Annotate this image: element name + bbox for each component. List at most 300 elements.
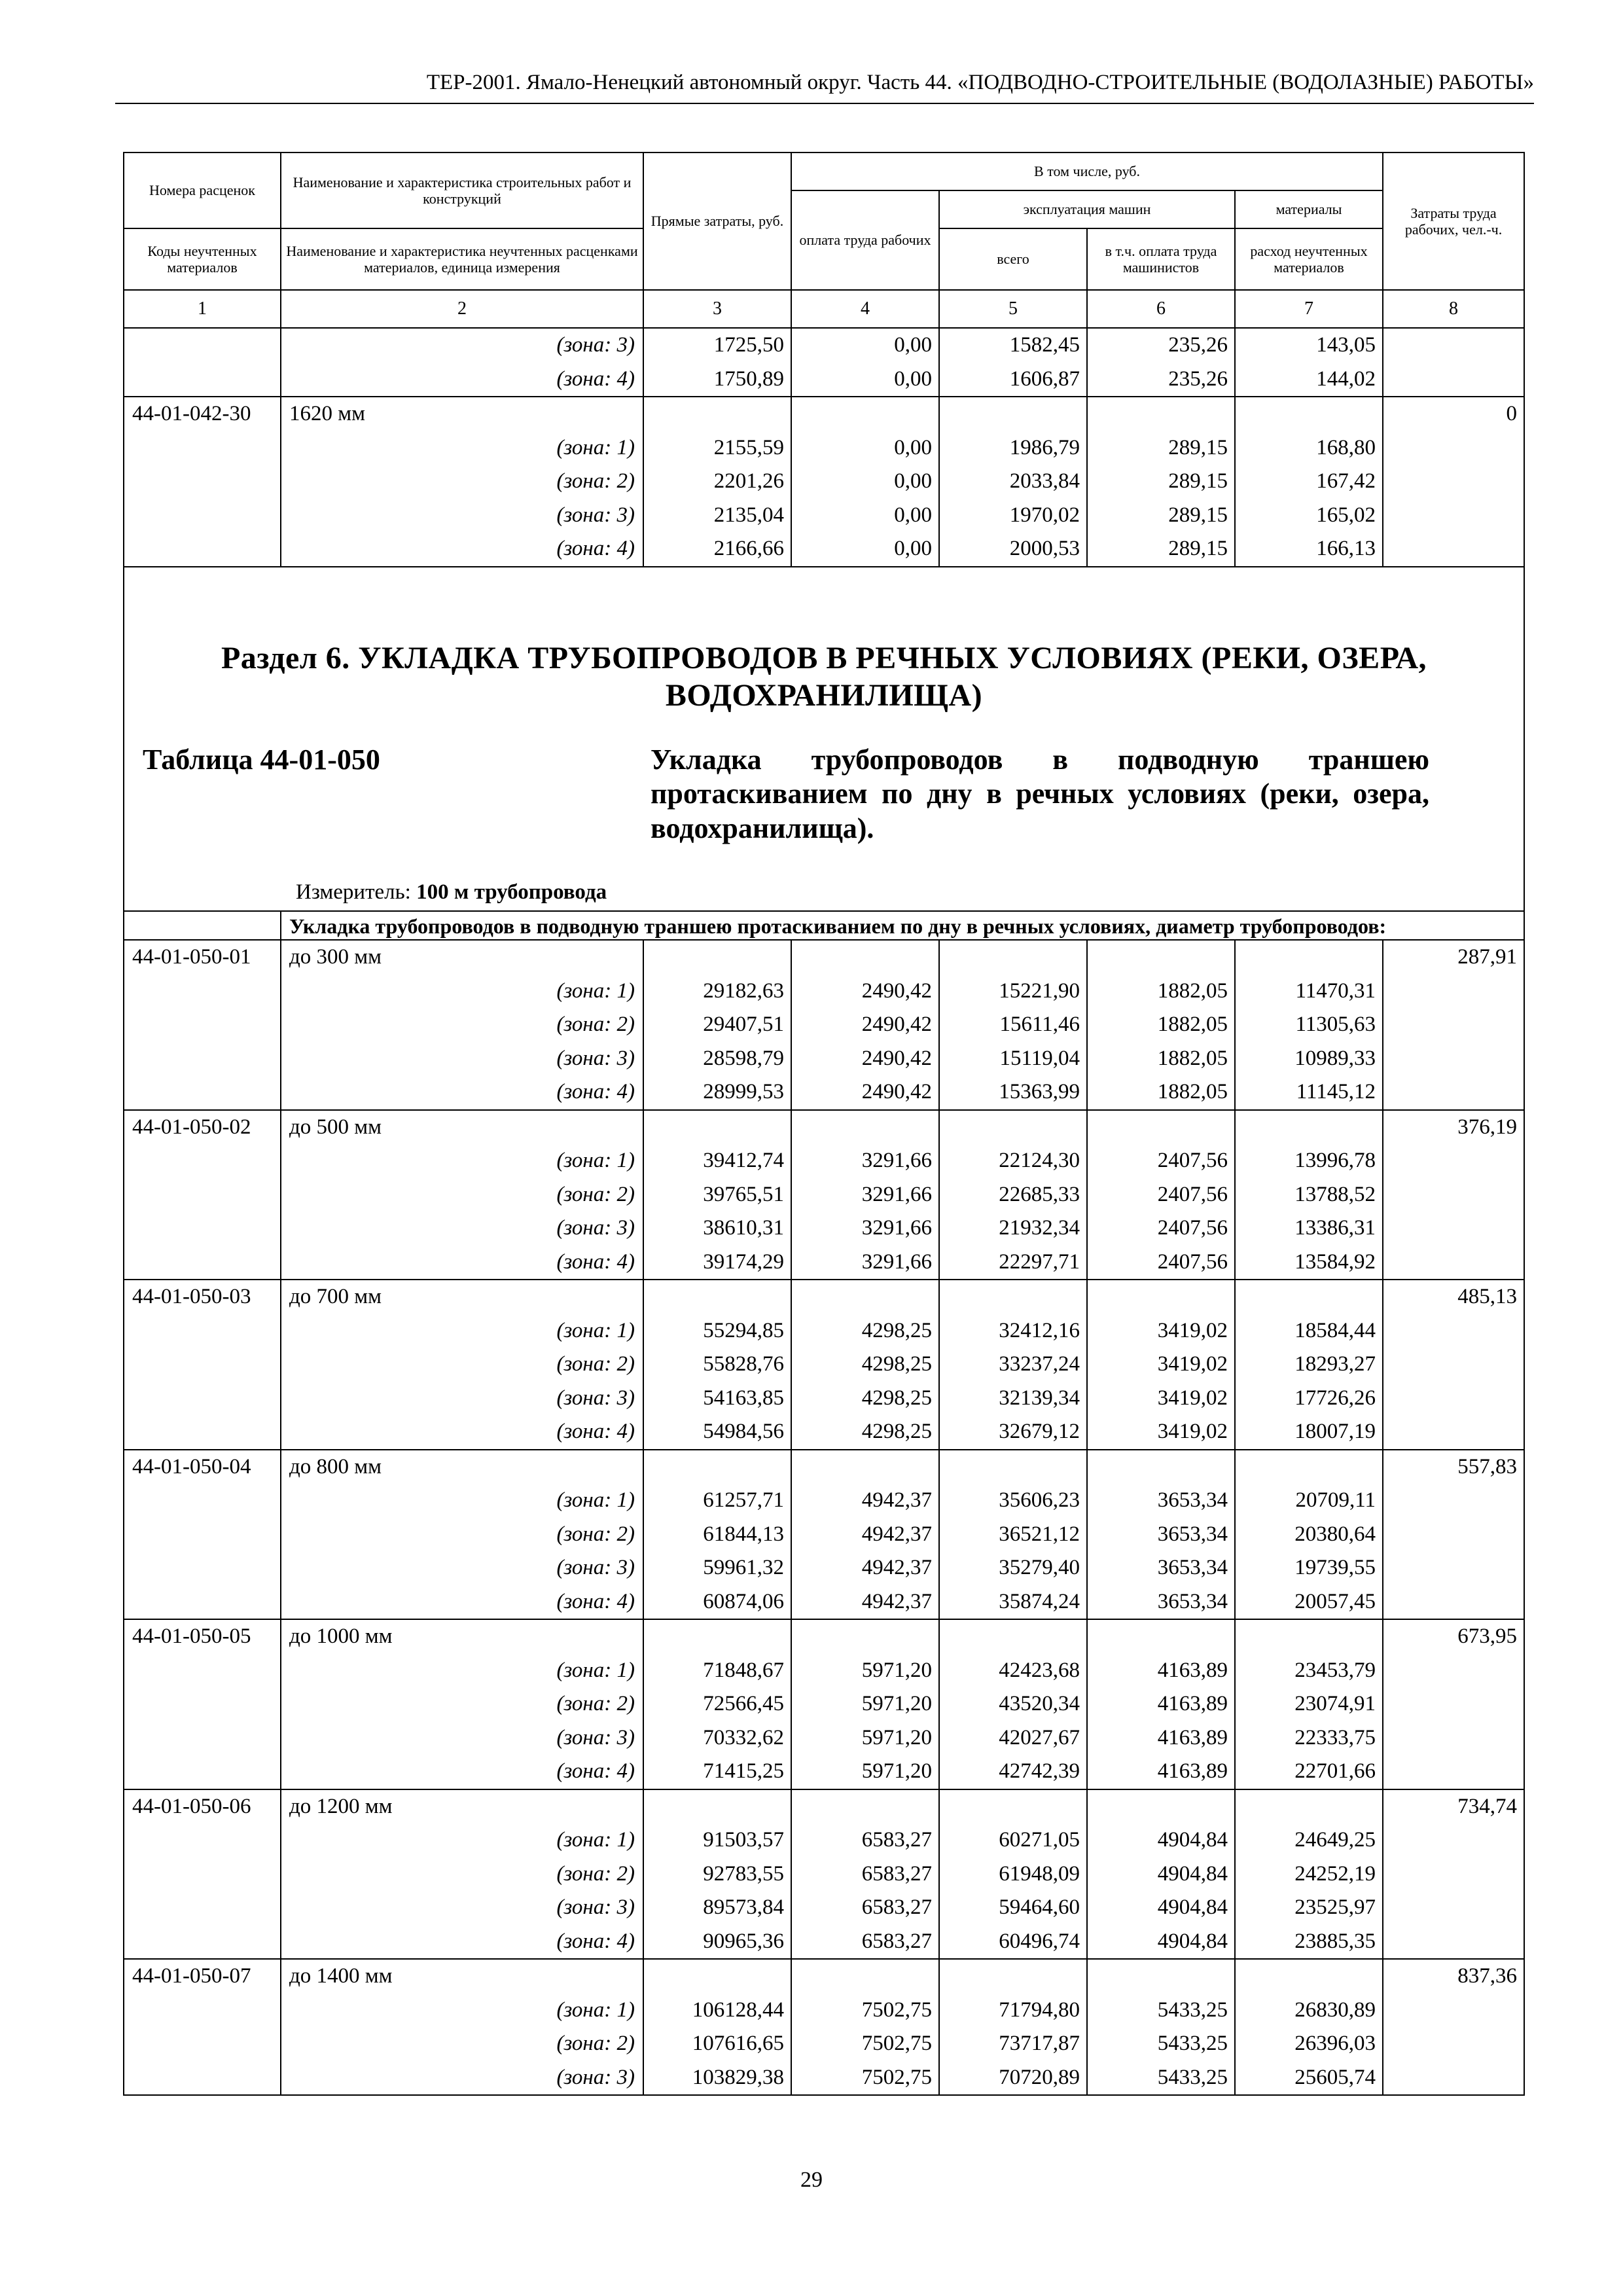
col-header-work-name: Наименование и характеристика строительных работ и конструкций	[281, 152, 643, 228]
machines-value: 32679,12	[999, 1420, 1080, 1444]
materials-value: 26396,03	[1294, 2032, 1376, 2056]
worker-pay-cell	[791, 397, 939, 567]
direct-value: 2135,04	[713, 503, 784, 527]
rate-name-cell	[281, 1619, 643, 1789]
materials-value: 24252,19	[1294, 1861, 1376, 1886]
machinist-pay-value: 4163,89	[1157, 1759, 1228, 1784]
col-header-rate-number: Номера расценок	[124, 152, 281, 228]
column-number: 3	[643, 290, 791, 328]
worker-pay-value: 4942,37	[861, 1556, 932, 1580]
rate-code: 44-01-050-05	[132, 1624, 251, 1649]
worker-pay-cell	[791, 1280, 939, 1450]
machines-value: 2033,84	[1009, 469, 1080, 493]
machines-value: 22685,33	[999, 1182, 1080, 1206]
direct-value: 28999,53	[703, 1080, 784, 1104]
machines-total-cell	[939, 1959, 1087, 2095]
direct-value: 55294,85	[703, 1318, 784, 1342]
rates-table	[123, 152, 1525, 2096]
direct-value: 106128,44	[692, 1998, 784, 2022]
spacer	[644, 1450, 791, 1484]
machines-value: 71794,80	[999, 1998, 1080, 2022]
worker-pay-cell	[791, 1789, 939, 1960]
direct-value: 1725,50	[713, 333, 784, 357]
machinist-pay-value: 3653,34	[1157, 1556, 1228, 1580]
materials-value: 11305,63	[1295, 1013, 1376, 1037]
direct-value: 54163,85	[703, 1386, 784, 1410]
rate-code-cell	[124, 1959, 281, 2095]
zone-label: (зона: 2)	[556, 1522, 635, 1546]
column-number: 4	[791, 290, 939, 328]
column-number: 5	[939, 290, 1087, 328]
direct-costs-cell	[643, 1280, 791, 1450]
col-header-direct-costs: Прямые затраты, руб.	[643, 152, 791, 290]
rate-code-cell	[124, 1110, 281, 1280]
materials-cell	[1235, 1619, 1383, 1789]
spacer	[1088, 1450, 1234, 1484]
zone-label: (зона: 2)	[556, 1352, 635, 1376]
spacer	[1236, 941, 1382, 975]
direct-value: 39412,74	[703, 1149, 784, 1173]
rate-code: 44-01-050-02	[132, 1115, 251, 1139]
rate-block	[124, 1959, 1524, 2095]
machinist-pay-value: 3653,34	[1157, 1488, 1228, 1513]
direct-value: 71848,67	[703, 1658, 784, 1682]
rate-code-cell	[124, 1789, 281, 1960]
rate-name-block	[281, 941, 643, 975]
spacer	[792, 1111, 938, 1145]
materials-value: 25605,74	[1294, 2065, 1376, 2089]
direct-value: 1750,89	[713, 367, 784, 391]
machinist-pay-value: 235,26	[1168, 367, 1228, 391]
rate-code-cell	[124, 328, 281, 397]
direct-value: 59961,32	[703, 1556, 784, 1580]
machinist-pay-value: 5433,25	[1157, 1998, 1228, 2022]
direct-value: 28598,79	[703, 1046, 784, 1070]
col-header-material-codes: Коды неучтенных материалов	[124, 228, 281, 290]
table-description: Укладка трубопроводов в подводную траншею протаскиванием по дну в речных условиях (реки, озера, водохранилища).	[651, 743, 1429, 845]
rate-name-block	[281, 1620, 643, 1654]
measure-line	[296, 880, 607, 905]
machines-value: 73717,87	[999, 2032, 1080, 2056]
labor-value: 376,19	[1457, 1115, 1518, 1139]
rate-code-cell	[124, 1450, 281, 1620]
zone-label: (зона: 3)	[556, 1046, 635, 1070]
rate-name: до 1400 мм	[289, 1964, 393, 1988]
machines-value: 33237,24	[999, 1352, 1080, 1376]
rate-code-cell	[124, 1280, 281, 1450]
zone-label: (зона: 1)	[556, 1658, 635, 1682]
rate-name: до 800 мм	[289, 1454, 382, 1479]
worker-pay-value: 5971,20	[861, 1759, 932, 1784]
spacer	[1236, 1450, 1382, 1484]
labor-costs-cell	[1383, 1280, 1524, 1450]
zone-label: (зона: 3)	[556, 1556, 635, 1580]
machines-value: 1606,87	[1009, 367, 1080, 391]
spacer	[940, 1960, 1086, 1994]
machines-total-cell	[939, 1280, 1087, 1450]
materials-value: 167,42	[1316, 469, 1376, 493]
direct-value: 61844,13	[703, 1522, 784, 1546]
materials-cell	[1235, 1959, 1383, 2095]
materials-value: 20380,64	[1294, 1522, 1376, 1546]
labor-value: 734,74	[1457, 1794, 1518, 1818]
machines-value: 35606,23	[999, 1488, 1080, 1513]
column-number: 7	[1235, 290, 1383, 328]
rate-name-cell	[281, 397, 643, 567]
worker-pay-value: 7502,75	[861, 2032, 932, 2056]
group-title-row	[124, 911, 1524, 941]
worker-pay-value: 4942,37	[861, 1589, 932, 1613]
worker-pay-value: 5971,20	[861, 1725, 932, 1749]
labor-costs-cell	[1383, 328, 1524, 397]
machines-value: 2000,53	[1009, 537, 1080, 560]
worker-pay-value: 4298,25	[861, 1386, 932, 1410]
worker-pay-value: 4942,37	[861, 1522, 932, 1546]
direct-value: 60874,06	[703, 1589, 784, 1613]
worker-pay-value: 3291,66	[861, 1182, 932, 1206]
machinist-pay-cell	[1087, 940, 1235, 1110]
spacer	[644, 1111, 791, 1145]
labor-costs-cell	[1383, 1789, 1524, 1960]
materials-cell	[1235, 940, 1383, 1110]
rate-name-cell	[281, 328, 643, 397]
zone-label: (зона: 2)	[556, 2032, 635, 2056]
worker-pay-value: 3291,66	[861, 1249, 932, 1274]
zone-label: (зона: 3)	[556, 1725, 635, 1749]
machines-value: 15363,99	[999, 1080, 1080, 1104]
materials-value: 22701,66	[1294, 1759, 1376, 1784]
materials-value: 168,80	[1316, 435, 1376, 459]
rate-block	[124, 328, 1524, 397]
zone-label: (зона: 3)	[556, 1386, 635, 1410]
rate-name: до 1200 мм	[289, 1794, 393, 1818]
zone-label: (зона: 2)	[556, 1861, 635, 1886]
materials-value: 26830,89	[1294, 1998, 1376, 2022]
spacer	[1088, 1111, 1234, 1145]
direct-value: 107616,65	[692, 2032, 784, 2056]
direct-value: 2201,26	[713, 469, 784, 493]
spacer	[792, 1280, 938, 1314]
worker-pay-value: 3291,66	[861, 1149, 932, 1173]
zone-label: (зона: 1)	[556, 1318, 635, 1342]
materials-value: 143,05	[1316, 333, 1376, 357]
materials-value: 18007,19	[1294, 1420, 1376, 1444]
machines-value: 36521,12	[999, 1522, 1080, 1546]
labor-value: 0	[1506, 402, 1518, 425]
labor-costs-cell	[1383, 1959, 1524, 2095]
machinist-pay-value: 1882,05	[1157, 978, 1228, 1003]
machines-value: 1582,45	[1009, 333, 1080, 357]
rate-code: 44-01-050-07	[132, 1964, 251, 1988]
rate-code: 44-01-050-06	[132, 1794, 251, 1818]
col-header-material-name: Наименование и характеристика неучтенных расценками материалов, единица измерения	[281, 228, 643, 290]
direct-costs-cell	[643, 1450, 791, 1620]
machinist-pay-value: 1882,05	[1157, 1080, 1228, 1104]
zone-label: (зона: 2)	[556, 1013, 635, 1037]
spacer	[644, 1620, 791, 1654]
col-header-including: В том числе, руб.	[791, 152, 1383, 190]
rate-name-block	[281, 1450, 643, 1484]
machinist-pay-value: 4904,84	[1157, 1828, 1228, 1852]
rate-name-cell	[281, 1280, 643, 1450]
labor-costs-cell	[1383, 940, 1524, 1110]
rate-name-block	[281, 1960, 643, 1994]
spacer	[940, 1620, 1086, 1654]
rate-code-cell	[124, 397, 281, 567]
rate-block	[124, 1450, 1524, 1620]
direct-costs-cell	[643, 1959, 791, 2095]
rate-block	[124, 397, 1524, 567]
direct-value: 103829,38	[692, 2065, 784, 2089]
direct-costs-cell	[643, 397, 791, 567]
materials-value: 23525,97	[1294, 1895, 1376, 1920]
col-header-worker-pay: оплата труда рабочих	[791, 190, 939, 290]
group-title-cell	[281, 911, 1524, 941]
machines-value: 35279,40	[999, 1556, 1080, 1580]
spacer	[792, 1620, 938, 1654]
machinist-pay-cell	[1087, 1789, 1235, 1960]
machines-total-cell	[939, 328, 1087, 397]
rate-name-cell	[281, 1959, 643, 2095]
worker-pay-value: 0,00	[894, 503, 932, 527]
materials-value: 22333,75	[1294, 1725, 1376, 1749]
rate-name-cell	[281, 940, 643, 1110]
machinist-pay-value: 3653,34	[1157, 1589, 1228, 1613]
materials-value: 18293,27	[1294, 1352, 1376, 1376]
rates-table-wrapper	[123, 152, 1524, 2096]
worker-pay-value: 7502,75	[861, 2065, 932, 2089]
column-number: 8	[1383, 290, 1524, 328]
materials-value: 13386,31	[1294, 1216, 1376, 1240]
materials-value: 17726,26	[1294, 1386, 1376, 1410]
rate-name-block	[281, 1111, 643, 1145]
spacer	[1236, 1280, 1382, 1314]
direct-value: 2155,59	[713, 435, 784, 459]
direct-value: 89573,84	[703, 1895, 784, 1920]
rate-name-cell	[281, 1450, 643, 1620]
materials-value: 165,02	[1316, 503, 1376, 527]
worker-pay-value: 6583,27	[861, 1929, 932, 1953]
spacer	[1088, 1960, 1234, 1994]
machinist-pay-value: 3419,02	[1157, 1386, 1228, 1410]
machines-value: 35874,24	[999, 1589, 1080, 1613]
materials-value: 20709,11	[1295, 1488, 1376, 1513]
rate-code: 44-01-050-03	[132, 1285, 251, 1309]
materials-cell	[1235, 1450, 1383, 1620]
spacer	[792, 1450, 938, 1484]
zone-label: (зона: 3)	[556, 333, 635, 357]
machinist-pay-cell	[1087, 328, 1235, 397]
direct-value: 39765,51	[703, 1182, 784, 1206]
col-header-labor-costs: Затраты труда рабочих, чел.-ч.	[1383, 152, 1524, 290]
zone-label: (зона: 1)	[556, 1488, 635, 1513]
labor-costs-cell	[1383, 397, 1524, 567]
materials-cell	[1235, 1110, 1383, 1280]
rate-code-cell	[124, 1619, 281, 1789]
section-title: Раздел 6. УКЛАДКА ТРУБОПРОВОДОВ В РЕЧНЫХ УСЛОВИЯХ (РЕКИ, ОЗЕРА, ВОДОХРАНИЛИЩА)	[221, 640, 1427, 713]
worker-pay-cell	[791, 1450, 939, 1620]
zone-label: (зона: 3)	[556, 2065, 635, 2089]
rate-name-cell	[281, 1789, 643, 1960]
direct-costs-cell	[643, 328, 791, 397]
spacer	[792, 397, 938, 431]
materials-cell	[1235, 328, 1383, 397]
machines-value: 1986,79	[1009, 435, 1080, 459]
worker-pay-value: 4298,25	[861, 1420, 932, 1444]
zone-label: (зона: 2)	[556, 1182, 635, 1206]
spacer	[940, 1280, 1086, 1314]
rate-name-block	[281, 1280, 643, 1314]
section-cell	[124, 567, 1524, 911]
labor-costs-cell	[1383, 1619, 1524, 1789]
materials-value: 10989,33	[1294, 1046, 1376, 1070]
materials-value: 23885,35	[1294, 1929, 1376, 1953]
spacer	[1236, 1111, 1382, 1145]
running-header: ТЕР-2001. Ямало-Ненецкий автономный округ. Часть 44. «ПОДВОДНО-СТРОИТЕЛЬНЫЕ (ВОДОЛАЗНЫЕ) РАБОТЫ»	[115, 71, 1534, 104]
materials-value: 11145,12	[1296, 1080, 1376, 1104]
machines-value: 42423,68	[999, 1658, 1080, 1682]
col-header-machinist-pay: в т.ч. оплата труда машинистов	[1087, 228, 1235, 290]
labor-value: 287,91	[1457, 945, 1518, 969]
worker-pay-value: 5971,20	[861, 1658, 932, 1682]
direct-value: 91503,57	[703, 1828, 784, 1852]
direct-value: 61257,71	[703, 1488, 784, 1513]
materials-value: 13996,78	[1294, 1149, 1376, 1173]
zone-label: (зона: 4)	[556, 1589, 635, 1613]
direct-value: 2166,66	[713, 537, 784, 560]
spacer	[644, 1960, 791, 1994]
zone-label: (зона: 3)	[556, 1216, 635, 1240]
machinist-pay-value: 3419,02	[1157, 1420, 1228, 1444]
machinist-pay-value: 3653,34	[1157, 1522, 1228, 1546]
zone-label: (зона: 1)	[556, 1998, 635, 2022]
machines-value: 22124,30	[999, 1149, 1080, 1173]
machinist-pay-value: 289,15	[1168, 435, 1228, 459]
spacer	[1236, 397, 1382, 431]
machinist-pay-value: 289,15	[1168, 503, 1228, 527]
worker-pay-value: 2490,42	[861, 1080, 932, 1104]
col-header-machines: эксплуатация машин	[939, 190, 1235, 228]
spacer	[940, 1450, 1086, 1484]
spacer	[1088, 1790, 1234, 1824]
spacer	[1088, 397, 1234, 431]
machines-value: 42742,39	[999, 1759, 1080, 1784]
direct-value: 29182,63	[703, 978, 784, 1003]
zone-label: (зона: 1)	[556, 978, 635, 1003]
materials-value: 20057,45	[1294, 1589, 1376, 1613]
materials-value: 19739,55	[1294, 1556, 1376, 1580]
rate-code: 44-01-050-04	[132, 1454, 251, 1479]
machines-total-cell	[939, 1450, 1087, 1620]
rate-block	[124, 1789, 1524, 1960]
spacer	[644, 1790, 791, 1824]
zone-label: (зона: 3)	[556, 1895, 635, 1920]
worker-pay-value: 0,00	[894, 367, 932, 391]
materials-value: 11470,31	[1295, 978, 1376, 1003]
machines-total-cell	[939, 1619, 1087, 1789]
rate-code-cell	[124, 940, 281, 1110]
machines-total-cell	[939, 940, 1087, 1110]
col-header-machines-total: всего	[939, 228, 1087, 290]
direct-value: 72566,45	[703, 1692, 784, 1716]
spacer	[1236, 1960, 1382, 1994]
worker-pay-value: 4298,25	[861, 1318, 932, 1342]
machinist-pay-value: 2407,56	[1157, 1182, 1228, 1206]
machines-total-cell	[939, 1110, 1087, 1280]
worker-pay-cell	[791, 1110, 939, 1280]
group-title: Укладка трубопроводов в подводную траншею протаскиванием по дну в речных условиях, диаметр трубопроводов:	[289, 914, 1387, 938]
worker-pay-value: 2490,42	[861, 978, 932, 1003]
spacer	[1088, 941, 1234, 975]
spacer	[792, 941, 938, 975]
zone-label: (зона: 1)	[556, 1828, 635, 1852]
labor-costs-cell	[1383, 1110, 1524, 1280]
materials-value: 13788,52	[1294, 1182, 1376, 1206]
worker-pay-value: 2490,42	[861, 1046, 932, 1070]
section-row	[124, 567, 1524, 911]
direct-value: 55828,76	[703, 1352, 784, 1376]
machinist-pay-value: 4163,89	[1157, 1692, 1228, 1716]
machines-value: 43520,34	[999, 1692, 1080, 1716]
machinist-pay-value: 4904,84	[1157, 1861, 1228, 1886]
machines-value: 60271,05	[999, 1828, 1080, 1852]
machinist-pay-cell	[1087, 1619, 1235, 1789]
table-label: Таблица 44-01-050	[143, 743, 380, 776]
column-numbers-row	[124, 290, 1524, 328]
spacer	[644, 397, 791, 431]
machinist-pay-value: 3419,02	[1157, 1318, 1228, 1342]
machines-value: 1970,02	[1009, 503, 1080, 527]
rate-block	[124, 940, 1524, 1110]
spacer	[644, 941, 791, 975]
machinist-pay-value: 1882,05	[1157, 1046, 1228, 1070]
col-header-materials: материалы	[1235, 190, 1383, 228]
rate-name: до 1000 мм	[289, 1624, 393, 1649]
rate-name: 1620 мм	[289, 402, 366, 425]
materials-value: 18584,44	[1294, 1318, 1376, 1342]
rate-code: 44-01-050-01	[132, 945, 251, 969]
spacer	[940, 1790, 1086, 1824]
spacer	[1236, 1790, 1382, 1824]
materials-value: 166,13	[1316, 537, 1376, 560]
materials-value: 24649,25	[1294, 1828, 1376, 1852]
group-title-empty-cell	[124, 911, 281, 941]
rate-name: до 300 мм	[289, 945, 382, 969]
machinist-pay-value: 2407,56	[1157, 1149, 1228, 1173]
zone-label: (зона: 4)	[556, 1759, 635, 1784]
measure-value: 100 м трубопровода	[416, 880, 607, 904]
zone-label: (зона: 2)	[556, 1692, 635, 1716]
spacer	[644, 1280, 791, 1314]
machinist-pay-value: 4163,89	[1157, 1658, 1228, 1682]
machinist-pay-value: 2407,56	[1157, 1249, 1228, 1274]
rate-block	[124, 1619, 1524, 1789]
worker-pay-value: 0,00	[894, 537, 932, 560]
direct-value: 71415,25	[703, 1759, 784, 1784]
rate-block	[124, 1280, 1524, 1450]
page-number: 29	[800, 2168, 823, 2192]
labor-value: 485,13	[1457, 1285, 1518, 1309]
worker-pay-value: 0,00	[894, 469, 932, 493]
machines-value: 32412,16	[999, 1318, 1080, 1342]
machines-value: 15221,90	[999, 978, 1080, 1003]
direct-value: 70332,62	[703, 1725, 784, 1749]
rate-name: до 500 мм	[289, 1115, 382, 1139]
materials-cell	[1235, 397, 1383, 567]
worker-pay-value: 0,00	[894, 333, 932, 357]
machines-value: 22297,71	[999, 1249, 1080, 1274]
labor-value: 673,95	[1457, 1624, 1518, 1649]
